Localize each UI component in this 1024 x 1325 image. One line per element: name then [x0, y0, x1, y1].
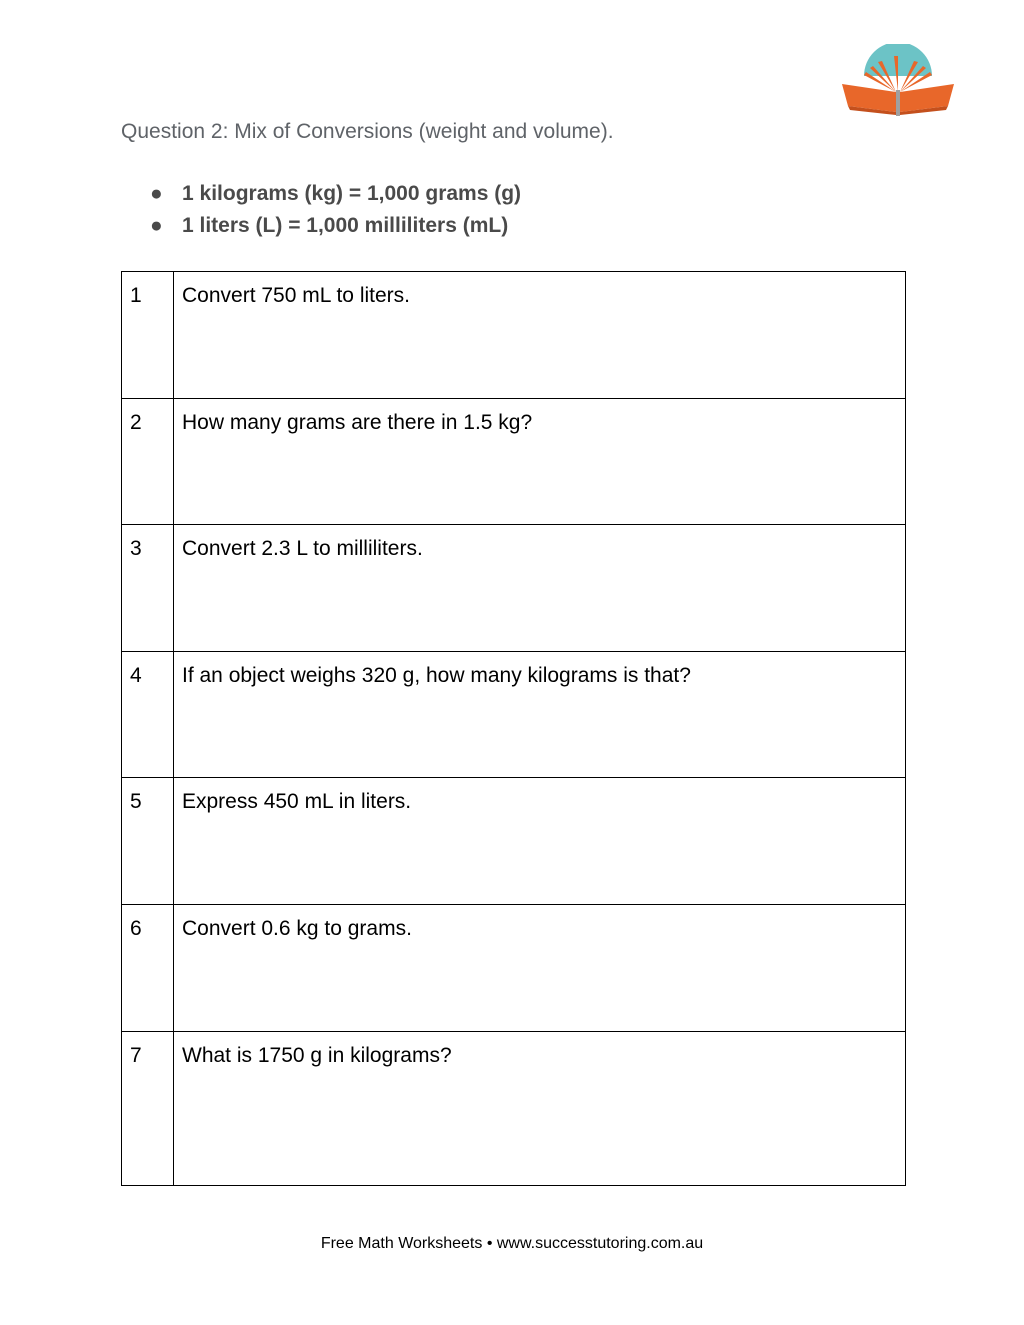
question-text: What is 1750 g in kilograms?: [174, 1031, 906, 1185]
bullet-icon: ●: [150, 182, 163, 205]
conversion-rule-text: 1 kilograms (kg) = 1,000 grams (g): [182, 182, 522, 205]
table-row: [122, 778, 906, 905]
conversion-rule: [150, 210, 521, 242]
footer-text: Free Math Worksheets • www.successtutoring.com.au: [320, 1235, 704, 1252]
question-number: 4: [122, 651, 174, 778]
question-text: If an object weighs 320 g, how many kilograms is that?: [174, 651, 906, 778]
table-row: [122, 398, 906, 525]
question-text: Express 450 mL in liters.: [174, 778, 906, 905]
questions-table: [121, 271, 906, 1186]
open-book-icon: [838, 44, 958, 120]
question-number: 7: [122, 1031, 174, 1185]
conversion-rules-list: [150, 178, 521, 242]
question-number: 1: [122, 272, 174, 399]
conversion-rule-text: 1 liters (L) = 1,000 milliliters (mL): [182, 214, 509, 237]
question-number: 5: [122, 778, 174, 905]
table-row: [122, 651, 906, 778]
question-number: 6: [122, 904, 174, 1031]
question-text: How many grams are there in 1.5 kg?: [174, 398, 906, 525]
question-number: 3: [122, 525, 174, 652]
question-number: 2: [122, 398, 174, 525]
question-text: Convert 750 mL to liters.: [174, 272, 906, 399]
table-row: [122, 272, 906, 399]
table-row: [122, 1031, 906, 1185]
conversion-rule: [150, 178, 521, 210]
question-title: Question 2: Mix of Conversions (weight and volume).: [121, 120, 614, 143]
table-row: [122, 525, 906, 652]
question-text: Convert 2.3 L to milliliters.: [174, 525, 906, 652]
question-text: Convert 0.6 kg to grams.: [174, 904, 906, 1031]
table-row: [122, 904, 906, 1031]
bullet-icon: ●: [150, 214, 163, 237]
